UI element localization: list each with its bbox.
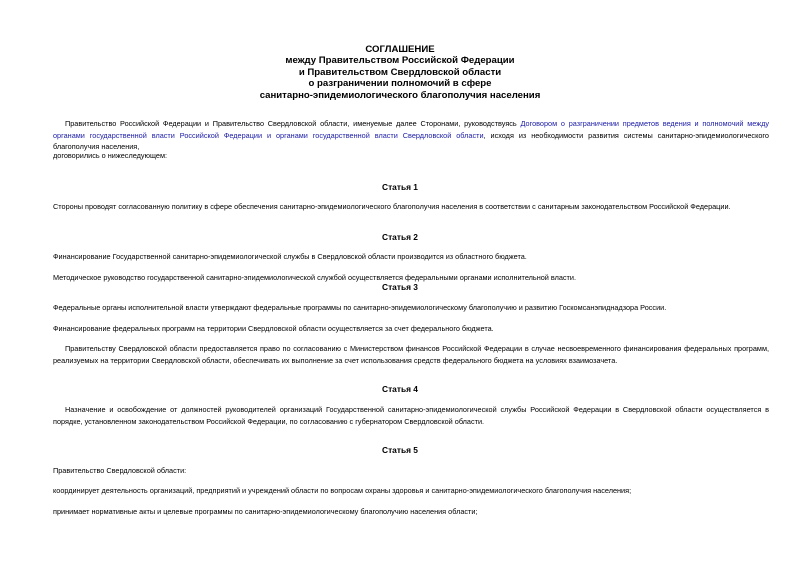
article-5-paragraph-2: координирует деятельность организаций, предприятий и учреждений области по вопросам охраны здоровья и санитарно-эпидемиологического благополучия населения; bbox=[53, 486, 632, 495]
article-1-paragraph-1: Стороны проводят согласованную политику в сфере обеспечения санитарно-эпидемиологического благополучия населения в соответствии с санитарным законодательством Российской Федерации. bbox=[53, 202, 731, 211]
article-4-paragraph-1 bbox=[53, 404, 769, 427]
article-2-paragraph-1: Финансирование Государственной санитарно-эпидемиологической службы в Свердловской области производится из областного бюджета. bbox=[53, 252, 527, 261]
title-line-4: о разграничении полномочий в сфере bbox=[308, 78, 492, 90]
article-3-paragraph-2: Финансирование федеральных программ на территории Свердловской области осуществляется за счет федерального бюджета. bbox=[53, 324, 494, 333]
article-5-paragraph-1: Правительство Свердловской области: bbox=[53, 466, 187, 475]
preamble-text-end: , исходя из необходимости развития системы санитарно-эпидемиологического благополучия населения, bbox=[53, 130, 769, 152]
title-line-5: санитарно-эпидемиологического благополучия населения bbox=[259, 89, 541, 101]
title-line-1: СОГЛАШЕНИЕ bbox=[365, 44, 435, 55]
preamble-paragraph bbox=[53, 118, 769, 153]
article-4-heading: Статья 4 bbox=[382, 384, 418, 394]
article-3-paragraph-3-text: Правительству Свердловской области предоставляется право по согласованию с Министерством финансов Российской Федерации в случае несвоевременного финансирования федеральных программ, реализуемых на территории Свердловской области, обеспечивать их выполнение за счет использования средств федерального бюджета на условиях взаимозачета. bbox=[53, 344, 769, 365]
article-3-paragraph-3 bbox=[53, 343, 769, 366]
treaty-link[interactable]: Договором о разграничении предметов ведения и полномочий между органами государственной власти Российской Федерации и органами государственной власти Свердловской области bbox=[53, 119, 769, 140]
article-2-heading: Статья 2 bbox=[382, 232, 418, 242]
agreed-paragraph: договорились о нижеследующем: bbox=[53, 151, 168, 160]
document-title bbox=[180, 44, 620, 101]
article-5-paragraph-3: принимает нормативные акты и целевые программы по санитарно-эпидемиологическому благополучию населения области; bbox=[53, 507, 478, 516]
title-line-2: между Правительством Российской Федерации bbox=[285, 55, 515, 67]
article-1-heading: Статья 1 bbox=[382, 182, 418, 192]
article-3-heading: Статья 3 bbox=[382, 282, 418, 292]
title-line-3: и Правительством Свердловской области bbox=[298, 66, 502, 78]
article-4-paragraph-1-text: Назначение и освобождение от должностей руководителей организаций Государственной санитарно-эпидемиологической службы Российской Федерации в Свердловской области осуществляется в порядке, установленном законодательством Российской Федерации, по согласованию с губернатором Свердловской области. bbox=[53, 405, 769, 426]
article-3-paragraph-1: Федеральные органы исполнительной власти утверждают федеральные программы по санитарно-эпидемиологическому благополучию и развитию Госкомсанэпиднадзора России. bbox=[53, 303, 667, 312]
preamble-text-start: Правительство Российской Федерации и Правительство Свердловской области, именуемые далее Сторонами, руководствуясь bbox=[65, 119, 521, 128]
article-2-paragraph-2: Методическое руководство государственной санитарно-эпидемиологической службой осуществляется федеральными органами исполнительной власти. bbox=[53, 273, 577, 282]
article-5-heading: Статья 5 bbox=[382, 445, 418, 455]
